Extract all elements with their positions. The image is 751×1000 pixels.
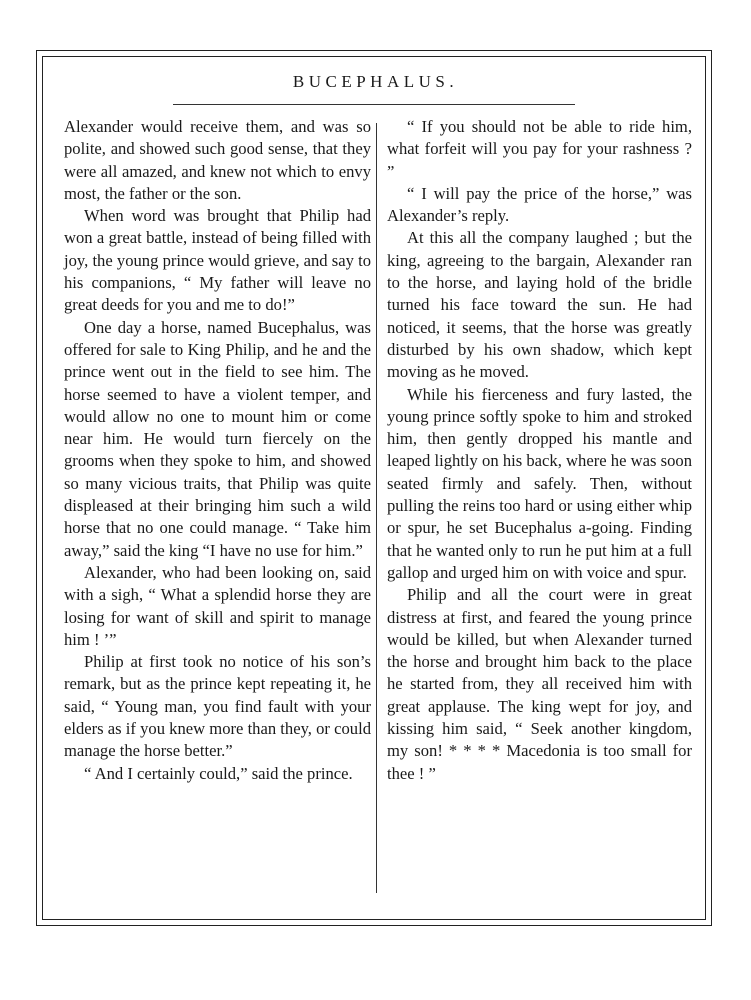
left-paragraph-1: Alexander would receive them, and was so polite, and showed such good sense, that they were all amazed, and knew not which to envy most, the father or the son. [64, 117, 371, 203]
left-paragraph-4: Alexander, who had been looking on, said with a sigh, “ What a splendid horse they are losing for want of skill and spirit to manage him ! ’” [64, 562, 371, 649]
left-paragraph-3: One day a horse, named Bucephalus, was offered for sale to King Philip, and he and the prince went out in the field to see him. The horse seemed to have a violent temper, and would allow no one to mount him or come near him. He would turn fiercely on the grooms when they spoke to him, and showed so many vicious traits, that Philip was quite displeased at their bringing him such a wild horse that no one could manage. “ Take him away,” said the king “I have no use for him.” [64, 317, 371, 560]
right-paragraph-4: While his fierceness and fury lasted, the young prince softly spoke to him and stroked him, then gently dropped his mantle and leaped lightly on his back, where he was soon seated firmly and safely. Then, without pulling the reins too hard or using either whip or spur, he set Bucephalus a-going. Finding that he wanted only to run he put him at a full gallop and urged him on with voice and spur. [387, 384, 692, 582]
title-underline [173, 104, 575, 105]
left-paragraph-6: “ And I certainly could,” said the prince. [84, 763, 353, 783]
right-paragraph-5: Philip and all the court were in great distress at first, and feared the young prince would be killed, but when Alexander turned the horse and brought him back to the place he started from, they all received him with great applause. The king wept for joy, and kissing him said, “ Seek another kingdom, my son! * * * * Macedonia is too small for thee ! ” [387, 585, 692, 783]
column-divider [376, 123, 377, 893]
left-column [64, 116, 371, 785]
left-paragraph-5: Philip at first took no notice of his son’s remark, but as the prince kept repeating it, he said, “ Young man, you find fault with your elders as if you knew more than they, or could manage the horse better.” [64, 652, 371, 761]
page-title: BUCEPHALUS. [292, 72, 459, 91]
left-paragraph-2: When word was brought that Philip had won a great battle, instead of being filled with joy, the young prince would grieve, and say to his companions, “ My father will leave no great deeds for you and me to do!” [64, 206, 371, 315]
right-column [387, 116, 692, 785]
right-paragraph-2: “ I will pay the price of the horse,” was Alexander’s reply. [387, 183, 692, 226]
right-paragraph-3: At this all the company laughed ; but the king, agreeing to the bargain, Alexander ran to the horse, and laying hold of the bridle turned his face toward the sun. He had noticed, it seems, that the horse was greatly disturbed by his own shadow, which kept moving as he moved. [387, 228, 692, 382]
right-paragraph-1: “ If you should not be able to ride him, what forfeit will you pay for your rashness ? ” [387, 117, 692, 181]
